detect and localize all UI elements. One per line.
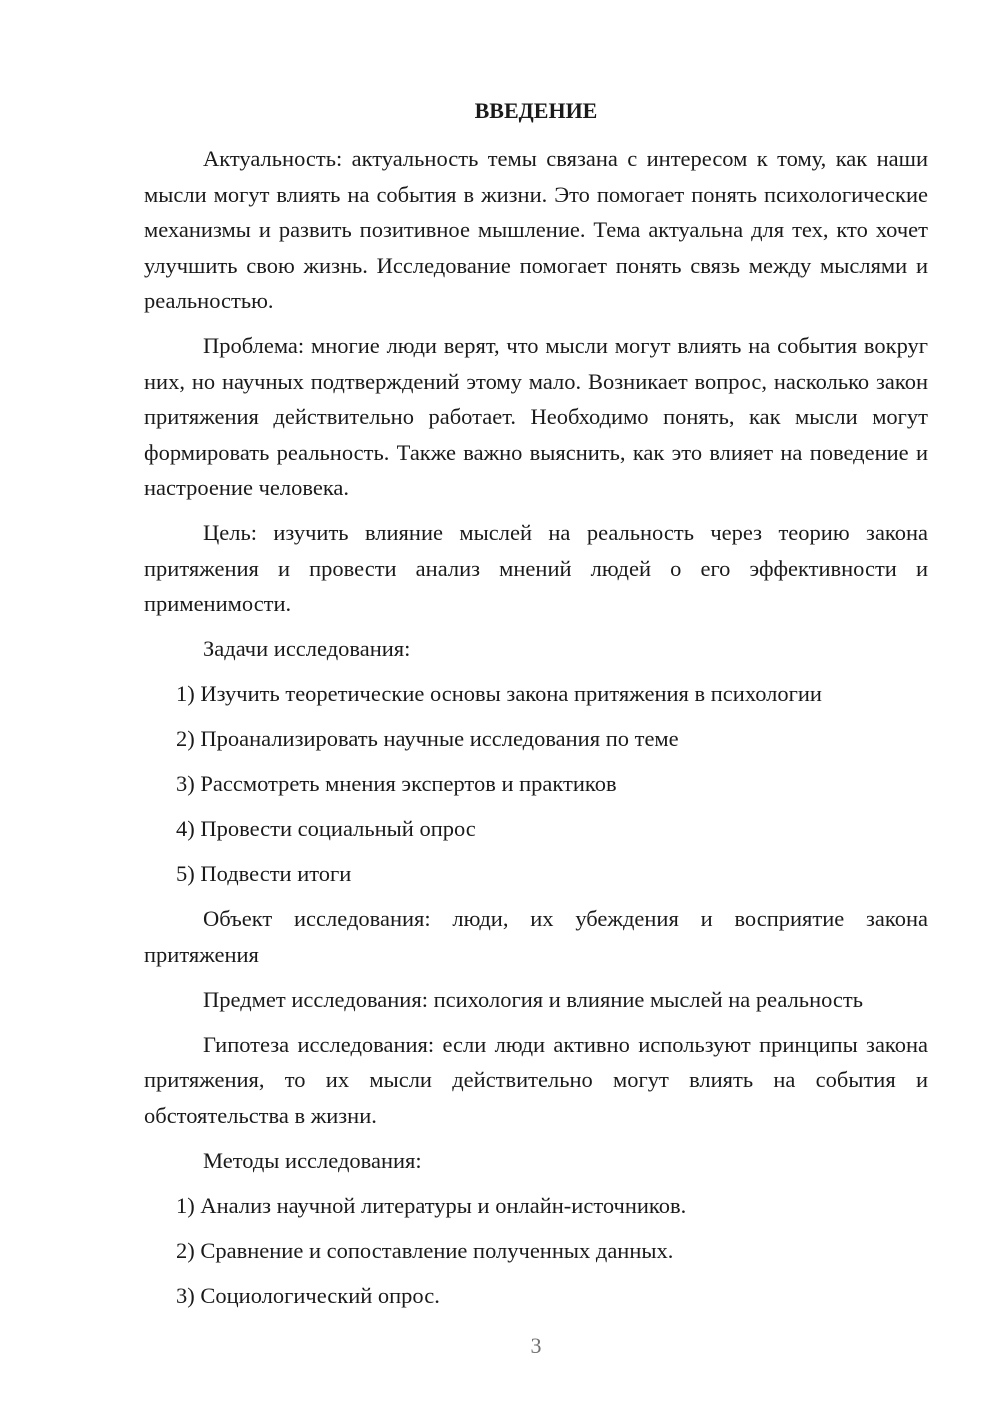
method-item: 3) Социологический опрос. (176, 1282, 440, 1308)
tasks-label: Задачи исследования: (203, 636, 411, 661)
methods-list (144, 1188, 928, 1314)
task-item: 4) Провести социальный опрос (176, 816, 476, 841)
problem-paragraph: Проблема: многие люди верят, что мысли могут влиять на события вокруг них, но научных подтверждений этому мало. Возникает вопрос, насколько закон притяжения действительно работает. Необходимо понять, как мысли могут формировать реальность. Также важно выяснить, как это влияет на поведение и настроение человека. (144, 333, 928, 500)
page-number: 3 (530, 1333, 542, 1358)
relevance-paragraph: Актуальность: актуальность темы связана с интересом к тому, как наши мысли могут влиять на события в жизни. Это помогает понять психологические механизмы и развить позитивное мышление. Тема актуальна для тех, кто хочет улучшить свою жизнь. Исследование помогает понять связь между мыслями и реальностью. (144, 146, 928, 313)
task-item: 2) Проанализировать научные исследования по теме (176, 726, 679, 751)
method-item: 1) Анализ научной литературы и онлайн-источников. (176, 1192, 687, 1218)
task-item: 5) Подвести итоги (176, 861, 352, 886)
task-item: 1) Изучить теоретические основы закона притяжения в психологии (176, 681, 822, 706)
page-title: ВВЕДЕНИЕ (474, 98, 598, 123)
task-item: 3) Рассмотреть мнения экспертов и практиков (176, 771, 617, 796)
document-body (144, 141, 928, 1323)
hypothesis-paragraph: Гипотеза исследования: если люди активно используют принципы закона притяжения, то их мысли действительно могут влиять на события и обстоятельства в жизни. (144, 1031, 928, 1128)
subject-paragraph: Предмет исследования: психология и влияние мыслей на реальность (203, 986, 864, 1012)
tasks-list (144, 676, 928, 892)
goal-paragraph: Цель: изучить влияние мыслей на реальность через теорию закона притяжения и провести анализ мнений людей о его эффективности и применимости. (144, 520, 928, 616)
method-item: 2) Сравнение и сопоставление полученных данных. (176, 1237, 674, 1263)
object-paragraph: Объект исследования: люди, их убеждения и восприятие закона притяжения (144, 906, 928, 967)
methods-label: Методы исследования: (203, 1147, 422, 1173)
